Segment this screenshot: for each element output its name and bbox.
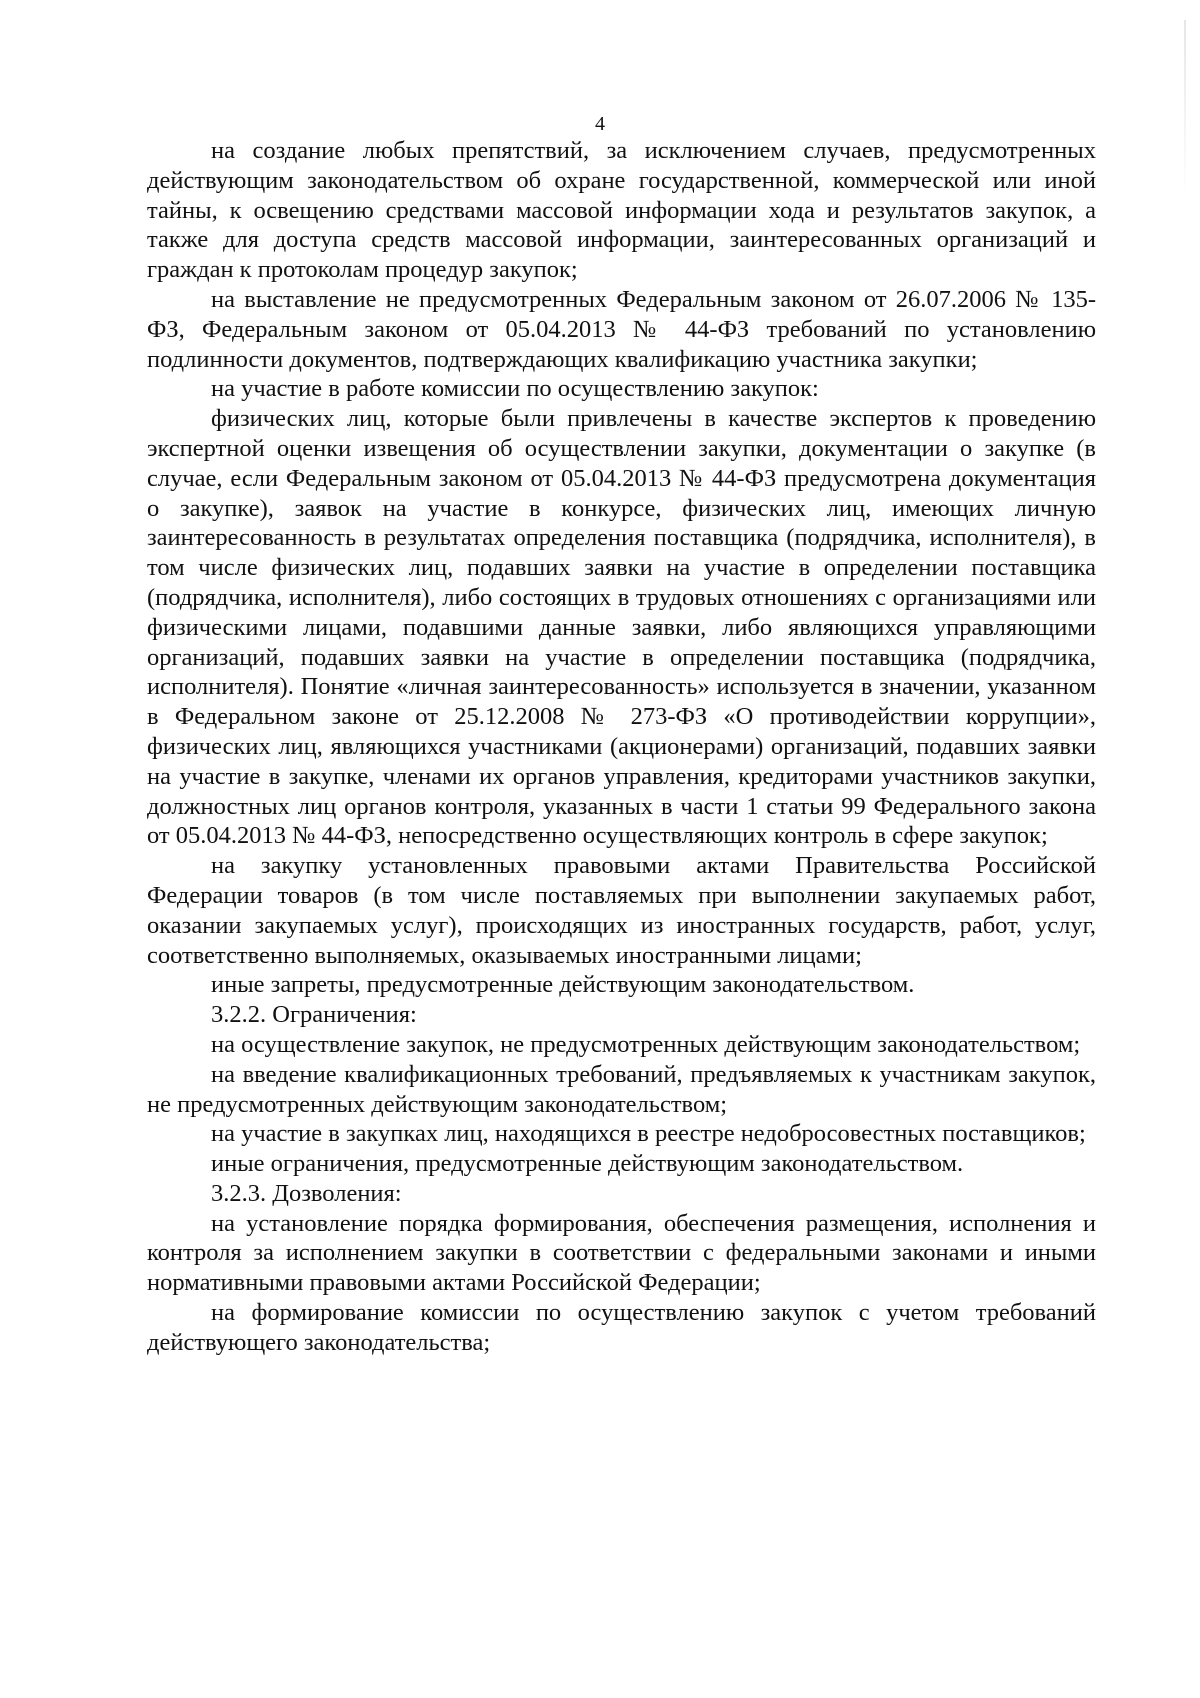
section-heading-restrictions: 3.2.2. Ограничения: [211,1001,417,1029]
paragraph-restriction-unfair-suppliers: на участие в закупках лиц, находящихся в реестре недобросовестных поставщиков; [211,1120,1086,1148]
paragraph-prohibition-foreign-goods: на закупку установленных правовыми актами Правительства Российской Федерации товаров (в том числе поставляемых при выполнении закупаемых работ, оказании закупаемых услуг), происходящих из иностранных государств, работ, услуг, соответственно выполняемых, оказываемых иностранными лицами; [147,852,1096,969]
page-number: 4 [595,113,605,135]
paragraph-prohibition-obstacles: на создание любых препятствий, за исключением случаев, предусмотренных действующим законодательством об охране государственной, коммерческой или иной тайны, к освещению средствами массовой информации хода и результатов закупок, а также для доступа средств массовой информации, заинтересованных организаций и граждан к протоколам процедур закупок; [147,137,1096,284]
paragraph-restriction-qualification: на введение квалификационных требований, предъявляемых к участникам закупок, не предусмотренных действующим законодательством; [147,1060,1096,1118]
section-heading-permissions: 3.2.3. Дозволения: [211,1179,402,1207]
paragraph-other-prohibitions: иные запреты, предусмотренные действующим законодательством. [211,971,915,999]
paragraph-restriction-purchases: на осуществление закупок, не предусмотренных действующим законодательством; [211,1030,1081,1058]
document-body [147,136,1096,1358]
paragraph-other-restrictions: иные ограничения, предусмотренные действующим законодательством. [211,1150,964,1178]
paragraph-prohibition-commission: на участие в работе комиссии по осуществлению закупок: [211,375,819,403]
paragraph-permission-procedure: на установление порядка формирования, обеспечения размещения, исполнения и контроля за исполнением закупки в соответствии с федеральными законами и иными нормативными правовыми актами Российской Федерации; [147,1209,1096,1297]
paragraph-permission-commission: на формирование комиссии по осуществлению закупок с учетом требований действующего законодательства; [147,1299,1096,1356]
paragraph-commission-persons: физических лиц, которые были привлечены в качестве экспертов к проведению экспертной оценки извещения об осуществлении закупки, документации о закупке (в случае, если Федеральным законом от 05.04.2013 № 44-ФЗ предусмотрена документация о закупке), заявок на участие в конкурсе, физических лиц, имеющих личную заинтересованность в результатах определения поставщика (подрядчика, исполнителя), в том числе физических лиц, подавших заявки на участие в определении поставщика (подрядчика, исполнителя), либо состоящих в трудовых отношениях с организациями или физическими лицами, подавшими данные заявки, либо являющихся управляющими организаций, подавших заявки на участие в определении поставщика (подрядчика, исполнителя). Понятие «личная заинтересованность» используется в значении, указанном в Федеральном законе от 25.12.2008 № 273-ФЗ «О противодействии коррупции», физических лиц, являющихся участниками (акционерами) организаций, подавших заявки на участие в закупке, членами их органов управления, кредиторами участников закупки, должностных лиц органов контроля, указанных в части 1 статьи 99 Федерального закона от 05.04.2013 № 44-ФЗ, непосредственно осуществляющих контроль в сфере закупок; [147,405,1096,850]
paragraph-prohibition-requirements: на выставление не предусмотренных Федеральным законом от 26.07.2006 № 135-ФЗ, Федеральным законом от 05.04.2013 № 44-ФЗ требований по установлению подлинности документов, подтверждающих квалификацию участника закупки; [147,285,1096,373]
scan-edge-mark [1184,20,1186,200]
